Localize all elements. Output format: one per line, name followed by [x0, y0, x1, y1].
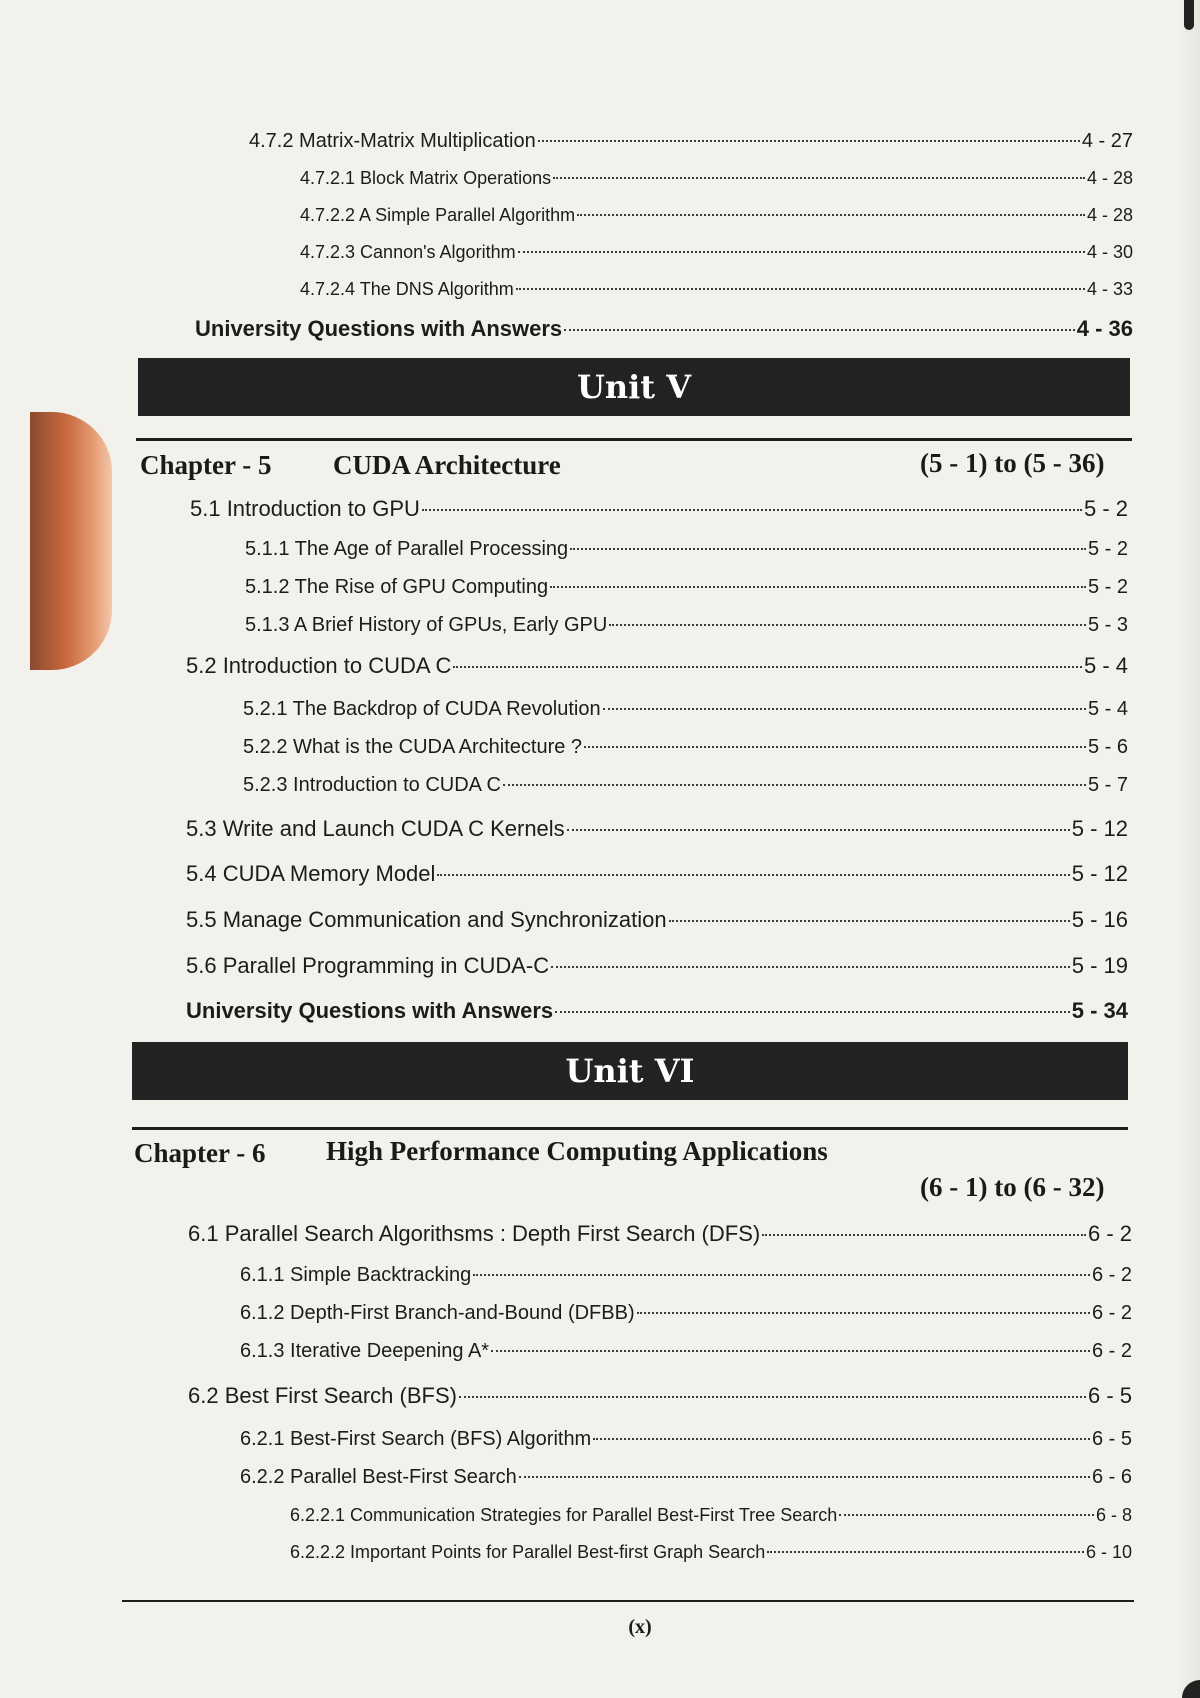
- leader-dots: [593, 1438, 1090, 1440]
- toc-entry[interactable]: [300, 168, 1133, 194]
- toc-entry-page: 6 - 10: [1085, 1542, 1132, 1562]
- toc-entry-title: 6.1 Parallel Search Algorithsms : Depth First Search (DFS): [188, 1221, 761, 1246]
- footer-page-number: (x): [628, 1616, 652, 1638]
- toc-entry-page: 5 - 2: [1087, 576, 1128, 598]
- chapter-page-range: (5 - 1) to (5 - 36): [920, 448, 1105, 478]
- leader-dots: [551, 966, 1070, 968]
- footer-rule: [122, 1600, 1134, 1602]
- toc-entry-page: 5 - 4: [1087, 698, 1128, 720]
- leader-dots: [839, 1514, 1094, 1516]
- toc-entry-title: 5.5 Manage Communication and Synchronization: [186, 907, 667, 932]
- leader-dots: [437, 874, 1069, 876]
- leader-dots: [516, 288, 1085, 290]
- toc-questions-entry[interactable]: [195, 316, 1133, 346]
- toc-entry[interactable]: [188, 1221, 1132, 1251]
- leader-dots: [519, 1476, 1090, 1478]
- chapter-title: High Performance Computing Applications: [326, 1136, 828, 1166]
- toc-entry-page: 6 - 2: [1091, 1302, 1132, 1324]
- chapter-page-range: (6 - 1) to (6 - 32): [920, 1172, 1105, 1202]
- toc-entry-title: 6.1.3 Iterative Deepening A*: [240, 1340, 490, 1362]
- chapter-rule: [132, 1127, 1128, 1130]
- toc-entry-title: 5.2.1 The Backdrop of CUDA Revolution: [243, 698, 601, 720]
- toc-entry[interactable]: [240, 1466, 1132, 1494]
- finger-thumb: [30, 412, 112, 670]
- toc-entry-title: 4.7.2.4 The DNS Algorithm: [300, 279, 514, 299]
- toc-entry-title: 6.1.2 Depth-First Branch-and-Bound (DFBB): [240, 1302, 635, 1324]
- toc-entry-title: 6.2.1 Best-First Search (BFS) Algorithm: [240, 1428, 592, 1450]
- toc-entry[interactable]: [186, 953, 1128, 983]
- toc-entry-page: 6 - 8: [1095, 1505, 1132, 1525]
- toc-entry-page: 4 - 27: [1081, 130, 1133, 152]
- toc-entry-title: 6.2.2 Parallel Best-First Search: [240, 1466, 517, 1488]
- leader-dots: [564, 329, 1075, 331]
- leader-dots: [609, 624, 1086, 626]
- toc-entry[interactable]: [290, 1505, 1132, 1531]
- leader-dots: [538, 140, 1080, 142]
- toc-entry-title: University Questions with Answers: [195, 316, 563, 341]
- leader-dots: [459, 1396, 1086, 1398]
- toc-entry-page: 4 - 28: [1086, 168, 1133, 188]
- toc-entry-title: 5.2.2 What is the CUDA Architecture ?: [243, 736, 583, 758]
- leader-dots: [637, 1312, 1090, 1314]
- toc-entry[interactable]: [186, 816, 1128, 846]
- toc-entry[interactable]: [240, 1428, 1132, 1456]
- toc-entry-title: 6.2.2.2 Important Points for Parallel Best-first Graph Search: [290, 1542, 766, 1562]
- toc-entry-title: 5.2 Introduction to CUDA C: [186, 653, 452, 678]
- toc-entry-title: 6.2 Best First Search (BFS): [188, 1383, 457, 1408]
- unit-band: Unit VI: [132, 1042, 1128, 1100]
- toc-entry-title: 6.1.1 Simple Backtracking: [240, 1264, 472, 1286]
- leader-dots: [669, 920, 1070, 922]
- leader-dots: [584, 746, 1086, 748]
- leader-dots: [473, 1274, 1090, 1276]
- toc-entry[interactable]: [249, 130, 1133, 158]
- toc-entry-page: 6 - 2: [1091, 1264, 1132, 1286]
- toc-entry[interactable]: [300, 242, 1133, 268]
- toc-entry-title: 5.4 CUDA Memory Model: [186, 861, 436, 886]
- leader-dots: [767, 1551, 1084, 1553]
- leader-dots: [422, 509, 1082, 511]
- toc-entry-title: 5.1.3 A Brief History of GPUs, Early GPU: [245, 614, 608, 636]
- toc-entry-title: University Questions with Answers: [186, 998, 554, 1023]
- toc-entry[interactable]: [245, 538, 1128, 566]
- page-edge-shadow: [1176, 0, 1200, 1698]
- toc-entry-page: 5 - 4: [1083, 653, 1128, 678]
- toc-entry-title: 5.6 Parallel Programming in CUDA-C: [186, 953, 550, 978]
- chapter-title: CUDA Architecture: [333, 450, 561, 480]
- toc-entry[interactable]: [243, 698, 1128, 726]
- toc-entry[interactable]: [186, 861, 1128, 891]
- toc-entry-page: 5 - 2: [1087, 538, 1128, 560]
- toc-entry-page: 5 - 12: [1071, 816, 1128, 841]
- leader-dots: [555, 1011, 1070, 1013]
- toc-entry-page: 4 - 36: [1076, 316, 1133, 341]
- toc-entry-page: 6 - 5: [1091, 1428, 1132, 1450]
- toc-questions-entry[interactable]: [186, 998, 1128, 1028]
- toc-entry[interactable]: [190, 496, 1128, 526]
- toc-entry[interactable]: [240, 1264, 1132, 1292]
- toc-entry-page: 4 - 30: [1086, 242, 1133, 262]
- leader-dots: [518, 251, 1085, 253]
- toc-entry[interactable]: [300, 279, 1133, 305]
- unit-band: Unit V: [138, 358, 1130, 416]
- toc-entry-title: 4.7.2 Matrix-Matrix Multiplication: [249, 130, 536, 152]
- leader-dots: [567, 829, 1070, 831]
- toc-entry-title: 5.1.1 The Age of Parallel Processing: [245, 538, 569, 560]
- toc-entry-title: 6.2.2.1 Communication Strategies for Parallel Best-First Tree Search: [290, 1505, 838, 1525]
- leader-dots: [453, 666, 1082, 668]
- toc-entry-page: 5 - 6: [1087, 736, 1128, 758]
- chapter-label: Chapter - 5: [140, 450, 272, 480]
- leader-dots: [570, 548, 1086, 550]
- toc-entry-page: 5 - 7: [1087, 774, 1128, 796]
- toc-entry-page: 5 - 19: [1071, 953, 1128, 978]
- toc-entry[interactable]: [245, 614, 1128, 642]
- toc-entry-page: 5 - 12: [1071, 861, 1128, 886]
- toc-entry-title: 4.7.2.2 A Simple Parallel Algorithm: [300, 205, 576, 225]
- toc-entry-page: 5 - 2: [1083, 496, 1128, 521]
- toc-entry[interactable]: [240, 1340, 1132, 1368]
- toc-entry-title: 5.1.2 The Rise of GPU Computing: [245, 576, 549, 598]
- toc-entry[interactable]: [243, 774, 1128, 802]
- toc-entry-title: 4.7.2.1 Block Matrix Operations: [300, 168, 552, 188]
- toc-entry-page: 4 - 28: [1086, 205, 1133, 225]
- toc-entry-page: 5 - 3: [1087, 614, 1128, 636]
- leader-dots: [762, 1234, 1086, 1236]
- toc-entry[interactable]: [243, 736, 1128, 764]
- toc-entry[interactable]: [186, 653, 1128, 683]
- toc-entry[interactable]: [186, 907, 1128, 937]
- toc-entry-page: 6 - 2: [1091, 1340, 1132, 1362]
- leader-dots: [553, 177, 1085, 179]
- leader-dots: [491, 1350, 1090, 1352]
- toc-entry-title: 4.7.2.3 Cannon's Algorithm: [300, 242, 516, 262]
- toc-entry-page: 6 - 6: [1091, 1466, 1132, 1488]
- book-corner-top: [1184, 0, 1194, 30]
- toc-entry-page: 6 - 5: [1087, 1383, 1132, 1408]
- toc-entry-title: 5.2.3 Introduction to CUDA C: [243, 774, 501, 796]
- toc-entry-title: 5.1 Introduction to GPU: [190, 496, 420, 521]
- chapter-rule: [136, 438, 1132, 441]
- toc-entry-title: 5.3 Write and Launch CUDA C Kernels: [186, 816, 565, 841]
- toc-entry[interactable]: [300, 205, 1133, 231]
- toc-entry[interactable]: [290, 1542, 1132, 1568]
- toc-entry[interactable]: [245, 576, 1128, 604]
- toc-entry-page: 6 - 2: [1087, 1221, 1132, 1246]
- toc-entry[interactable]: [240, 1302, 1132, 1330]
- toc-entry-page: 4 - 33: [1086, 279, 1133, 299]
- leader-dots: [550, 586, 1086, 588]
- toc-entry[interactable]: [188, 1383, 1132, 1413]
- leader-dots: [577, 214, 1085, 216]
- toc-entry-page: 5 - 16: [1071, 907, 1128, 932]
- leader-dots: [603, 708, 1086, 710]
- toc-entry-page: 5 - 34: [1071, 998, 1128, 1023]
- leader-dots: [503, 784, 1086, 786]
- chapter-label: Chapter - 6: [134, 1138, 266, 1168]
